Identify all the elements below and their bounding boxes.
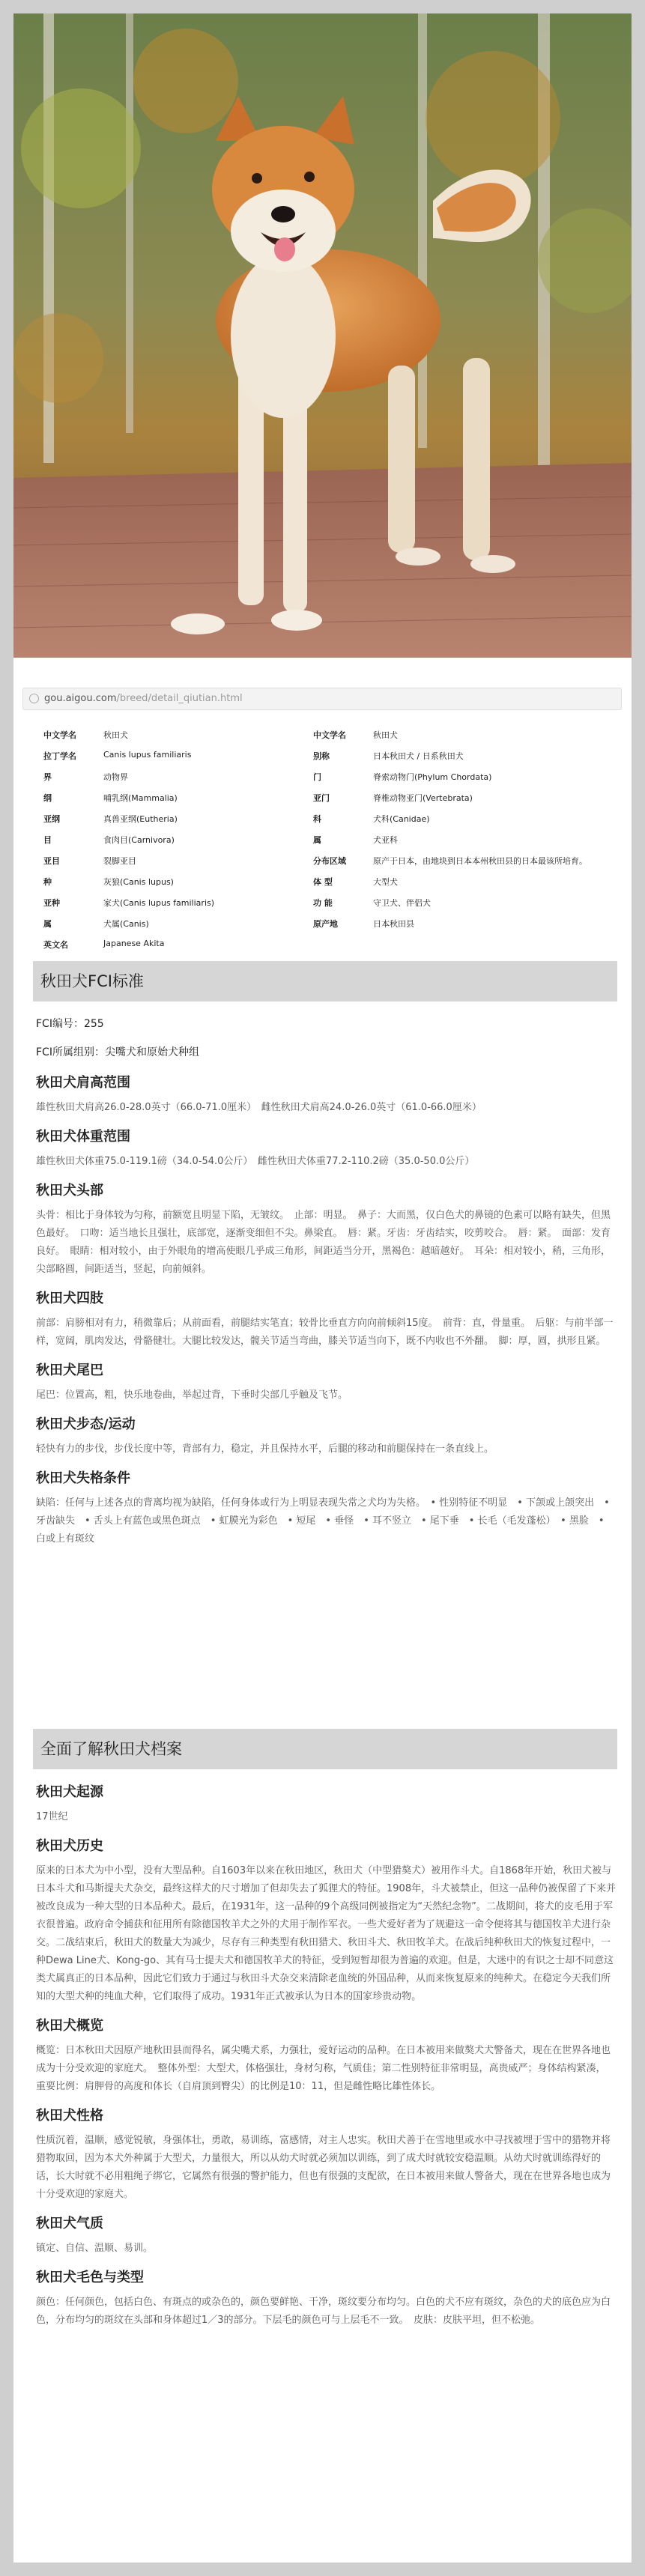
info-key: 别称 <box>313 751 330 761</box>
section-title-overview: 秋田犬概览 <box>36 2018 103 2034</box>
section-text-tail: 尾巴：位置高，粗，快乐地卷曲，举起过背，下垂时尖部几乎触及飞节。 <box>36 1389 348 1401</box>
info-key: 目 <box>43 835 52 845</box>
info-key: 纲 <box>43 793 52 803</box>
info-row <box>43 897 613 918</box>
info-key: 拉丁学名 <box>43 751 76 761</box>
info-key: 属 <box>313 835 321 845</box>
info-value: 脊椎动物亚门(Vertebrata) <box>373 793 473 803</box>
akita-photo <box>13 13 632 658</box>
section-text-height: 雄性秋田犬肩高26.0-28.0英寸（66.0-71.0厘米） 雌性秋田犬肩高24.0-26.0英寸（61.0-66.0厘米） <box>36 1102 482 1113</box>
info-table <box>43 729 613 960</box>
info-value: 裂脚亚目 <box>103 856 136 866</box>
info-key: 亚门 <box>313 793 330 803</box>
info-value: 日本秋田县 <box>373 919 414 929</box>
section-title-gait: 秋田犬步态/运动 <box>36 1416 136 1432</box>
info-value: 哺乳纲(Mammalia) <box>103 793 178 803</box>
profile-content <box>36 1783 617 2340</box>
info-key: 体 型 <box>313 877 333 887</box>
info-key: 门 <box>313 772 321 782</box>
info-row <box>43 813 613 834</box>
info-key: 中文学名 <box>313 730 346 740</box>
section-title-disposition: 秋田犬气质 <box>36 2216 103 2231</box>
section-text-disposition: 镇定、自信、温顺、易训。 <box>36 2243 154 2254</box>
url-host: gou.aigou.com <box>44 693 117 704</box>
info-key: 英文名 <box>43 940 68 950</box>
section-text-head: 头骨：相比于身体较为匀称，前额宽且明显下陷，无皱纹。 止部：明显。 鼻子：大而黑，仅白色犬的鼻镜的色素可以略有缺失，但黑色最好。 口吻：适当地长且强壮，底部宽，逐渐变细但不尖。鼻梁直。 唇：紧。牙齿：牙齿结实，咬剪咬合。 唇：紧。 面部：发育良好。 眼睛：相对较小，由于外眼角的增高使眼几乎成三角形，间距适当分开，黑褐色：越暗越好。 耳朵：相对较小，稍，三角形，尖部略圆，间距适当，竖起，向前倾斜。 <box>36 1210 611 1275</box>
info-value: 犬属(Canis) <box>103 919 149 929</box>
info-value: 真兽亚纲(Eutheria) <box>103 814 178 824</box>
page-frame <box>13 13 632 2563</box>
fci-section-header: 秋田犬FCI标准 <box>33 961 617 1001</box>
section-text-coat: 颜色：任何颜色，包括白色、有斑点的或杂色的，颜色要鲜艳、干净，斑纹要分布均匀。白色的犬不应有斑纹，杂色的犬的底色应为白色，分布均匀的斑纹在头部和身体超过1／3的部分。下层毛的颜色可与上层毛不一致。 皮肤：皮肤平坦，但不松弛。 <box>36 2297 611 2326</box>
address-bar[interactable] <box>22 688 622 710</box>
info-key: 亚目 <box>43 856 60 866</box>
fci-group: FCI所属组别：尖嘴犬和原始犬种组 <box>36 1046 199 1058</box>
url-path: /breed/detail_qiutian.html <box>116 693 243 704</box>
section-text-limbs: 前部：肩膀相对有力，稍微靠后；从前面看，前腿结实笔直；较骨比垂直方向向前倾斜15度。 前背：直，骨量重。 后躯：与前半部一样，宽阔，肌肉发达，骨骼健壮。大腿比较发达，髋关节适当弯曲，膝关节适当向下，既不内收也不外翻。 脚：厚，圆，拱形且紧。 <box>36 1318 614 1347</box>
section-title-tail: 秋田犬尾巴 <box>36 1363 103 1378</box>
section-title-disqualify: 秋田犬失格条件 <box>36 1470 130 1486</box>
info-row <box>43 939 613 960</box>
info-value: 家犬(Canis lupus familiaris) <box>103 898 215 908</box>
info-row <box>43 729 613 750</box>
info-value: 脊索动物门(Phylum Chordata) <box>373 772 492 782</box>
info-value: 大型犬 <box>373 877 398 887</box>
info-row <box>43 876 613 897</box>
info-key: 分布区域 <box>313 856 346 866</box>
section-text-overview: 概览：日本秋田犬因原产地秋田县而得名，属尖嘴犬系，力强壮，爱好运动的品种。在日本被用来做獒犬犬警备犬，现在在世界各地也成为十分受欢迎的家庭犬。 整体外型：大型犬，体格强壮，身材匀称，气质佳；第二性别特征非常明显，高贵威严；身体结构紧凑， 重要比例：肩胛骨的高度和体长（自肩顶到臀尖）的比例是10：11，但是雌性略比雄性体长。 <box>36 2045 611 2092</box>
section-text-gait: 轻快有力的步伐，步伐长度中等，背部有力，稳定，并且保持水平，后腿的移动和前腿保持在一条直线上。 <box>36 1443 494 1455</box>
fci-content <box>36 1015 617 1559</box>
info-value: 秋田犬 <box>373 730 398 740</box>
info-value: 原产于日本，由地块到日本本州秋田县的日本最该所培育。 <box>373 856 587 866</box>
info-key: 功 能 <box>313 898 333 908</box>
info-key: 亚纲 <box>43 814 60 824</box>
info-key: 原产地 <box>313 919 338 929</box>
section-title-origin: 秋田犬起源 <box>36 1784 103 1800</box>
info-key: 界 <box>43 772 52 782</box>
section-text-weight: 雄性秋田犬体重75.0-119.1磅（34.0-54.0公斤） 雌性秋田犬体重77.2-110.2磅（35.0-50.0公斤） <box>36 1156 475 1167</box>
profile-section-header: 全面了解秋田犬档案 <box>33 1729 617 1769</box>
info-value: 动物界 <box>103 772 128 782</box>
info-value: 秋田犬 <box>103 730 128 740</box>
fci-number: FCI编号：255 <box>36 1018 104 1030</box>
info-row <box>43 834 613 855</box>
section-text-history: 原来的日本犬为中小型，没有大型品种。自1603年以来在秋田地区，秋田犬（中型猎獒犬）被用作斗犬。自1868年开始，秋田犬被与日本斗犬和马斯提夫犬杂交，最终这样犬的尺寸增加了但却失去了狐狸犬的特征。1908年，斗犬被禁止，但这一品种仍被保留了下来并被改良成为一种大型的日本品种犬。最后，在1931年，这一品种的9个高级同例被指定为“天然纪念物”。二战期间，将犬的皮毛用于军衣很普遍。政府命令捕获和征用所有除德国牧羊犬之外的犬用于制作军衣。一些犬爱好者为了规避这一命令便将其与德国牧羊犬进行杂交。二战结束后，秋田犬的数量大为减少，尽存有三种类型有秋田猎犬、秋田斗犬、秋田牧羊犬。在战后纯种秋田犬的恢复过程中，一种Dewa Line犬、Kong-go、其有马士提夫犬和德国牧羊犬的特征，受到短暂却很为普遍的欢迎。但是，大迷中的有识之士却不同意这类犬属真正的日本品种，因此它们致力于通过与秋田斗犬杂交来清除老血统的外国品种，从而来恢复原来的纯种犬。在稳定今天我们所知的大型犬种的纯血犬种，它们取得了成功。1931年正式被承认为日本的国家珍贵动物。 <box>36 1865 617 2002</box>
section-title-height: 秋田犬肩高范围 <box>36 1075 130 1091</box>
section-title-coat: 秋田犬毛色与类型 <box>36 2270 144 2285</box>
info-value: Japanese Akita <box>103 939 165 948</box>
section-title-weight: 秋田犬体重范围 <box>36 1129 130 1145</box>
globe-icon <box>29 694 39 703</box>
info-row <box>43 855 613 876</box>
info-value: 灰狼(Canis lupus) <box>103 877 174 887</box>
info-row <box>43 750 613 771</box>
info-key: 种 <box>43 877 52 887</box>
info-value: 犬科(Canidae) <box>373 814 430 824</box>
section-title-head: 秋田犬头部 <box>36 1183 103 1198</box>
section-title-temperament: 秋田犬性格 <box>36 2108 103 2124</box>
info-value: 日本秋田犬 / 日系秋田犬 <box>373 751 464 761</box>
section-title-history: 秋田犬历史 <box>36 1838 103 1854</box>
info-key: 属 <box>43 919 52 929</box>
info-row <box>43 792 613 813</box>
section-text-disqualify: 缺陷：任何与上述各点的背离均视为缺陷，任何身体或行为上明显表现失常之犬均为失格。 • 性别特征不明显 • 下颌或上颌突出 • 牙齿缺失 • 舌头上有蓝色或黑色斑点 • 虹膜光为彩色 • 短尾 • 垂怪 • 耳不竖立 • 尾下垂 • 长毛（毛发蓬松） • 黑脸 • 白或上有斑纹 <box>36 1497 610 1545</box>
info-value: 犬亚科 <box>373 835 398 845</box>
info-row <box>43 771 613 792</box>
info-key: 科 <box>313 814 321 824</box>
section-title-limbs: 秋田犬四肢 <box>36 1291 103 1306</box>
info-value: Canis lupus familiaris <box>103 750 192 760</box>
info-value: 守卫犬、伴侣犬 <box>373 898 431 908</box>
info-row <box>43 918 613 939</box>
section-text-temperament: 性质沉着，温顺，感觉锐敏，身强体壮，勇敢，易训练，富感情，对主人忠实。秋田犬善于在雪地里或水中寻找被埋于雪中的猎物并将猎物取回，因为本犬外种属于大型犬，力量很大，所以从幼犬时就必须加以训练，到了成犬时就较安稳温顺。从幼犬时就训练得好的话，长大时就不必用粗绳子绑它，它属然有很强的警护能力，但也有很强的支配欲，在日本被用来做人警备犬，现在在世界各地也成为十分受欢迎的家庭犬。 <box>36 2135 611 2200</box>
section-text-origin: 17世纪 <box>36 1811 68 1822</box>
info-key: 中文学名 <box>43 730 76 740</box>
info-key: 亚种 <box>43 898 60 908</box>
info-value: 食肉目(Carnivora) <box>103 835 175 845</box>
